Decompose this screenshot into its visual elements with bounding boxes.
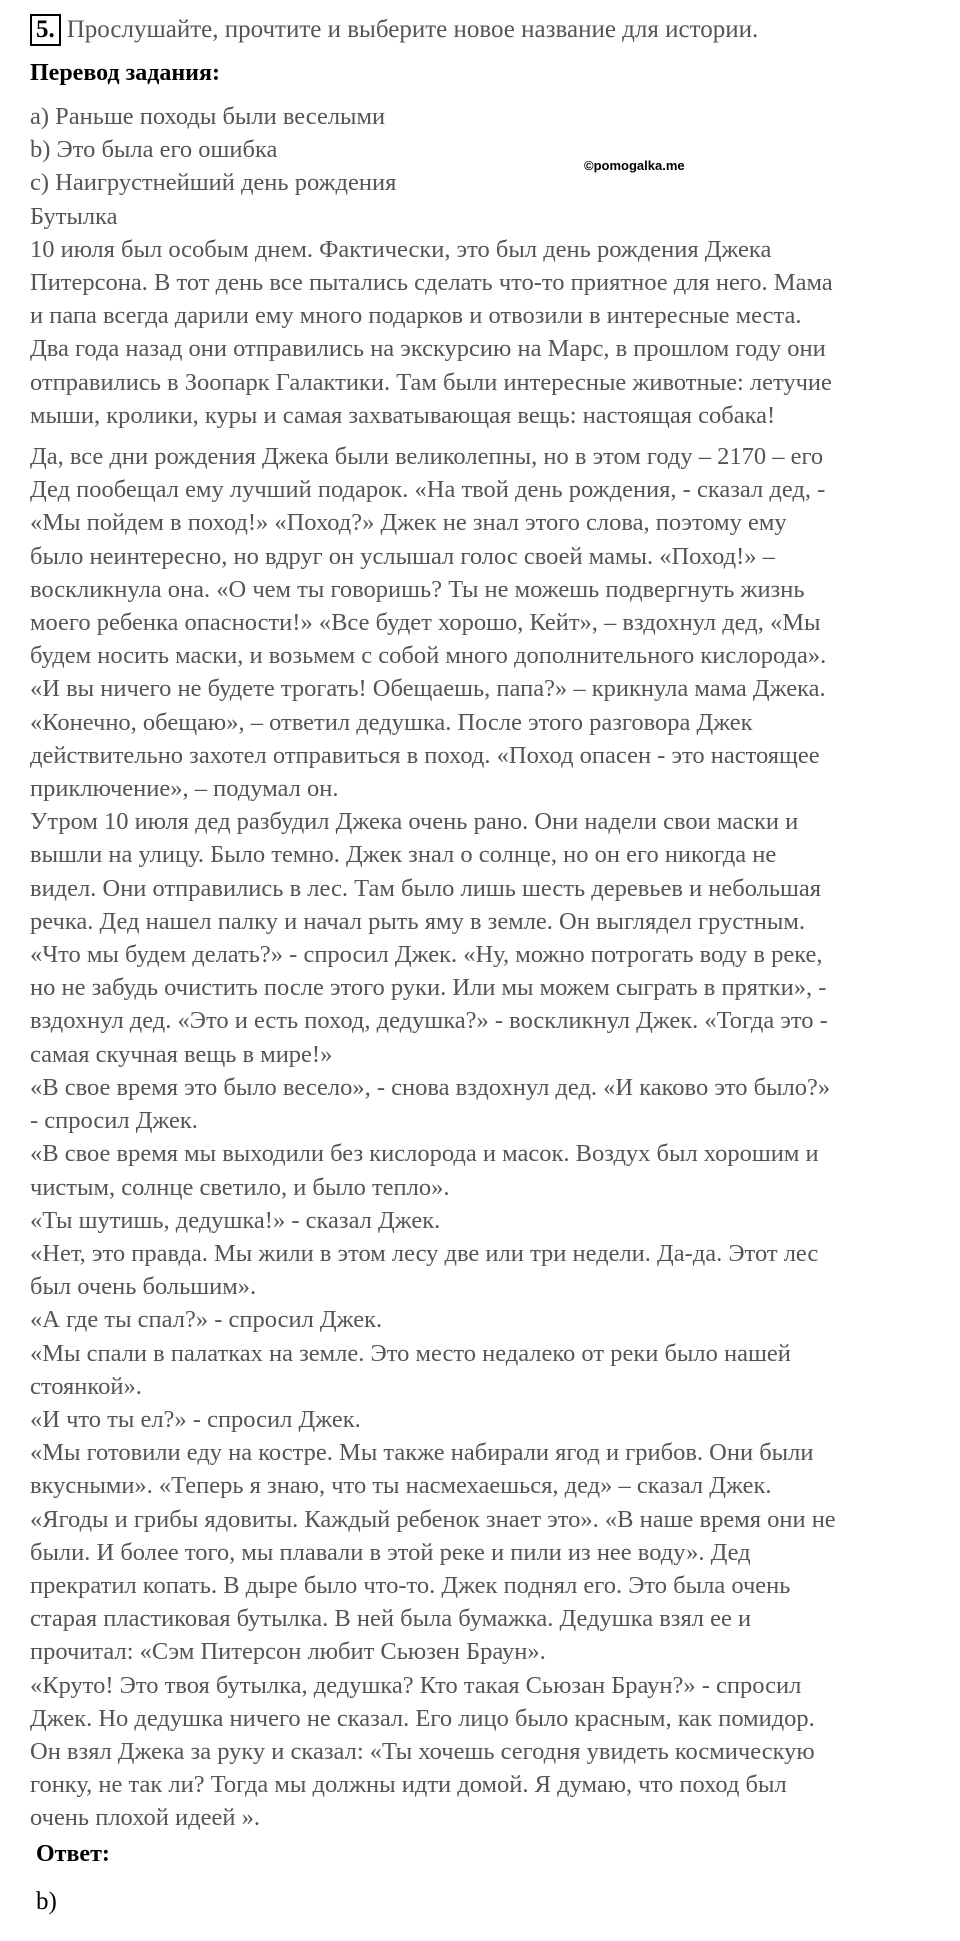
story-line: Да, все дни рождения Джека были великолепны, но в этом году – 2170 – его	[30, 443, 824, 471]
story-line: - спросил Джек.	[30, 1107, 198, 1135]
story-line: Питерсона. В тот день все пытались сделать что-то приятное для него. Мама	[30, 269, 833, 297]
story-line: «Конечно, обещаю», – ответил дедушка. После этого разговора Джек	[30, 708, 753, 736]
story-line: вышли на улицу. Было темно. Джек знал о солнце, но он его никогда не	[30, 841, 777, 869]
story-line: «В свое время это было весело», - снова вздохнул дед. «И каково это было?»	[30, 1073, 831, 1101]
story-line: будем носить маски, и возьмем с собой много дополнительного кислорода».	[30, 642, 827, 670]
story-line: вкусными». «Теперь я знаю, что ты насмехаешься, дед» – сказал Джек.	[30, 1472, 772, 1500]
story-line: старая пластиковая бутылка. В ней была бумажка. Дедушка взял ее и	[30, 1605, 752, 1633]
task-header	[30, 12, 930, 48]
story-line: действительно захотел отправиться в поход. «Поход опасен - это настоящее	[30, 741, 820, 769]
story-text	[30, 200, 930, 1835]
story-line: но не забудь очистить после этого руки. Или мы можем сыграть в прятки», -	[30, 974, 827, 1002]
story-line: «Мы пойдем в поход!» «Поход?» Джек не знал этого слова, поэтому ему	[30, 509, 787, 537]
watermark: ©pomogalka.me	[584, 158, 685, 173]
story-line: «И что ты ел?» - спросил Джек.	[30, 1405, 361, 1433]
story-line: 10 июля был особым днем. Фактически, это был день рождения Джека	[30, 235, 772, 263]
task-number-box: 5.	[30, 14, 61, 46]
story-line: «И вы ничего не будете трогать! Обещаешь, папа?» – крикнула мама Джека.	[30, 675, 826, 703]
story-line: «Мы готовили еду на костре. Мы также набирали ягод и грибов. Они были	[30, 1439, 814, 1467]
story-line: Утром 10 июля дед разбудил Джека очень рано. Они надели свои маски и	[30, 808, 799, 836]
story-line: гонку, не так ли? Тогда мы должны идти домой. Я думаю, что поход был	[30, 1771, 787, 1799]
story-line: чистым, солнце светило, и было тепло».	[30, 1173, 450, 1201]
story-line: приключение», – подумал он.	[30, 775, 339, 803]
story-line: видел. Они отправились в лес. Там было лишь шесть деревьев и небольшая	[30, 874, 822, 902]
story-line: Джек. Но дедушка ничего не сказал. Его лицо было красным, как помидор.	[30, 1704, 815, 1732]
story-line: «Что мы будем делать?» - спросил Джек. «Ну, можно потрогать воду в реке,	[30, 941, 823, 969]
story-body	[30, 233, 930, 1835]
worksheet-page	[30, 12, 930, 1919]
answer-value: b)	[36, 1887, 57, 1915]
story-line: было неинтересно, но вдруг он услышал голос своей мамы. «Поход!» –	[30, 542, 775, 570]
answer-label: Ответ:	[36, 1840, 110, 1867]
option-c: c) Наигрустнейший день рождения	[30, 169, 397, 197]
story-line: «В свое время мы выходили без кислорода и масок. Воздух был хорошим и	[30, 1140, 819, 1168]
title-options	[30, 100, 930, 200]
story-line: вздохнул дед. «Это и есть поход, дедушка?» - воскликнул Джек. «Тогда это -	[30, 1007, 828, 1035]
option-b: b) Это была его ошибка	[30, 136, 278, 164]
story-line: Два года назад они отправились на экскурсию на Марс, в прошлом году они	[30, 335, 826, 363]
story-line: речка. Дед нашел палку и начал рыть яму в земле. Он выглядел грустным.	[30, 907, 806, 935]
translation-heading: Перевод задания:	[30, 60, 220, 86]
story-line: мыши, кролики, куры и самая захватывающая вещь: настоящая собака!	[30, 401, 776, 429]
story-line: стоянкой».	[30, 1372, 142, 1400]
story-line: «Ты шутишь, дедушка!» - сказал Джек.	[30, 1206, 441, 1234]
story-line: моего ребенка опасности!» «Все будет хорошо, Кейт», – вздохнул дед, «Мы	[30, 609, 821, 637]
story-line: очень плохой идеей ».	[30, 1804, 260, 1832]
story-line: самая скучная вещь в мире!»	[30, 1040, 333, 1068]
story-line: Он взял Джека за руку и сказал: «Ты хочешь сегодня увидеть космическую	[30, 1737, 815, 1765]
story-line: был очень большим».	[30, 1273, 257, 1301]
story-line: «А где ты спал?» - спросил Джек.	[30, 1306, 383, 1334]
story-line: «Круто! Это твоя бутылка, дедушка? Кто такая Сьюзан Браун?» - спросил	[30, 1671, 802, 1699]
task-instruction: Прослушайте, прочтите и выберите новое название для истории.	[66, 16, 759, 43]
story-line: «Мы спали в палатках на земле. Это место недалеко от реки было нашей	[30, 1339, 791, 1367]
story-line: воскликнула она. «О чем ты говоришь? Ты не можешь подвергнуть жизнь	[30, 575, 805, 603]
option-a: a) Раньше походы были веселыми	[30, 103, 386, 130]
story-line: прекратил копать. В дыре было что-то. Джек поднял его. Это была очень	[30, 1571, 791, 1599]
story-line: и папа всегда дарили ему много подарков и отвозили в интересные места.	[30, 302, 802, 330]
story-line: отправились в Зоопарк Галактики. Там были интересные животные: летучие	[30, 368, 832, 396]
story-line: были. И более того, мы плавали в этой реке и пили из нее воду». Дед	[30, 1538, 751, 1566]
story-line: «Нет, это правда. Мы жили в этом лесу две или три недели. Да-да. Этот лес	[30, 1239, 819, 1267]
story-line: прочитал: «Сэм Питерсон любит Сьюзен Браун».	[30, 1638, 546, 1666]
story-line: Дед пообещал ему лучший подарок. «На твой день рождения, - сказал дед, -	[30, 476, 826, 504]
story-title: Бутылка	[30, 202, 118, 230]
story-line: «Ягоды и грибы ядовиты. Каждый ребенок знает это». «В наше время они не	[30, 1505, 836, 1533]
